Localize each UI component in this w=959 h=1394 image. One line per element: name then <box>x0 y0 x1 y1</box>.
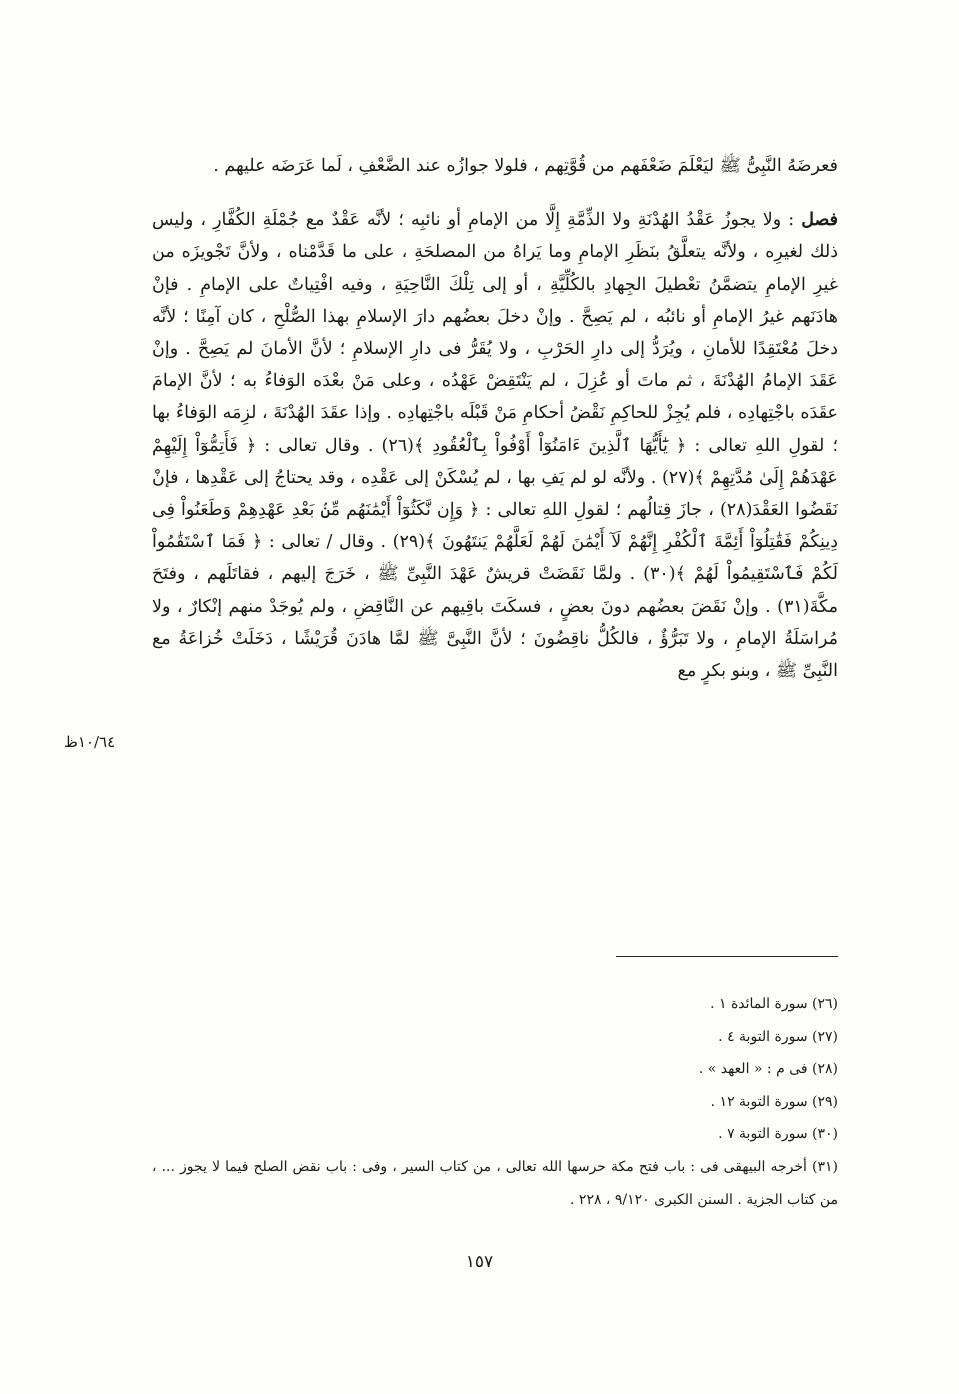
footnote-29: (٢٩) سورة التوبة ١٢ . <box>710 1093 838 1110</box>
footnote-31: (٣١) أخرجه البيهقى فى : باب فتح مكة حرسها الله تعالى ، من كتاب السير ، وفى : باب نقض الصلح فيما لا يجوز ... ، من كتاب الجزية . السنن الكبرى ٩/١٢٠ ، ٢٢٨ . <box>152 1158 838 1208</box>
footnote-divider <box>616 956 838 957</box>
main-text <box>152 150 838 687</box>
page-number: ١٥٧ <box>465 1252 494 1272</box>
manuscript-folio-note: ١٠/٦٤ظ <box>64 733 116 751</box>
footnote-27: (٢٧) سورة التوبة ٤ . <box>718 1028 838 1045</box>
footnote-26: (٢٦) سورة المائدة ١ . <box>710 996 838 1012</box>
footnote-30: (٣٠) سورة التوبة ٧ . <box>718 1126 838 1143</box>
footnotes <box>152 988 838 1216</box>
section-heading: فصل <box>801 210 838 231</box>
section-paragraph <box>152 204 838 687</box>
section-text: : ولا يجوزُ عَقْدُ الهُدْنَةِ ولا الذِّمَّةِ إِلَّا من الإمامِ أو نائبِه ؛ لأنَّه عَقْدٌ مع جُمْلَةِ الكُفَّارِ ، وليس ذلك لغيرِه ، ولأنَّه يتعلَّقُ بنَظَرِ الإمامِ وما يَراهُ من المصلحَةِ ، على ما قَدَّمْناه ، ولأنَّ تَجْويزَه من غيرِ الإمامِ يتضمَّنُ تعْطيلَ الجِهادِ بالكُلِّيَّةِ ، أو إلى تِلْكَ النَّاحِيَةِ ، وفيه افْتِياتٌ على الإمامِ . فإنْ هادَنَهم غيرُ الإمامِ أو نائبُه ، لم يَصِحَّ . وإنْ دخلَ بعضُهم دارَ الإسلامِ بهذا الصُّلْحِ ، كان آمِنًا ؛ لأنَّه دخلَ مُعْتَقِدًا للأمانِ ، ويُرَدُّ إلى دارِ الحَرْبِ ، ولا يُقَرُّ فى دارِ الإسلامِ ؛ لأنَّ الأمانَ لم يَصِحَّ . وإنْ عَقَدَ الإمامُ الهُدْنَةَ ، ثم ماتَ أو عُزِلَ ، لم يَنْتَقِضْ عَهْدُه ، وعلى مَنْ بعْدَه الوَفاءُ به ؛ لأنَّ الإمامَ عقَدَه باجْتِهادِه ، فلم يُجِزْ للحاكِمِ نَقْضُ أحكامِ مَنْ قَبْلَه باجْتِهادِه . وإذا عقَدَ الهُدْنَةَ ، لزِمَه الوَفاءُ بها ؛ لقولِ اللهِ تعالى : ﴿ يَٰٓأَيُّهَا ٱلَّذِينَ ءَامَنُوٓاْ أَوْفُواْ بِٱلْعُقُودِ ﴾(٢٦) . وقال تعالى : ﴿ فَأَتِمُّوٓاْ إِلَيْهِمْ عَهْدَهُمْ إِلَىٰ مُدَّتِهِمْ ﴾(٢٧) . ولأنَّه لو لم يَفِ بها ، لم يُسْكَنْ إلى عَقْدِه ، وقد يحتاجُ إلى عَقْدِها ، فإنْ نَقَضُوا العَقْدَ(٢٨) ، جازَ قِتالُهم ؛ لقولِ اللهِ تعالى : ﴿ وَإِن نَّكَثُوٓاْ أَيْمَٰنَهُم مِّنۢ بَعْدِ عَهْدِهِمْ وَطَعَنُواْ فِى دِينِكُمْ فَقَٰتِلُوٓاْ أَئِمَّةَ ٱلْكُفْرِ إِنَّهُمْ لَآ أَيْمَٰنَ لَهُمْ لَعَلَّهُمْ يَنتَهُونَ ﴾(٢٩) . وقال / تعالى : ﴿ فَمَا ٱسْتَقَٰمُواْ لَكُمْ فَٱسْتَقِيمُواْ لَهُمْ ﴾(٣٠) . ولمَّا نَقَضَتْ قريشٌ عَهْدَ النَّبِىِّ ﷺ ، خَرَجَ إليهم ، فقاتَلَهم ، وفتَحَ مكَّةَ(٣١) . وإنْ نَقَضَ بعضُهم دونَ بعضٍ ، فسكَتَ باقِيهم عن النَّاقِضِ ، ولم يُوجَدْ منهم إنْكارٌ ، ولا مُراسَلَةُ الإمامِ ، ولا تَبَرُّؤٌ ، فالكُلُّ ناقِضُونَ ؛ لأنَّ النَّبِىَّ ﷺ لمَّا هادَنَ قُرَيْشًا ، دَخَلَتْ خُزاعَةُ مع النَّبِىِّ ﷺ ، وبنو بكرٍ مع <box>152 210 839 682</box>
intro-paragraph: فعرضَهُ النَّبِىُّ ﷺ ليَعْلَمَ ضَعْفَهم من قُوَّتِهم ، فلولا جوازُه عند الضَّعْفِ ، لَما عَرَضَه عليهم . <box>213 156 838 176</box>
footnote-28: (٢٨) فى م : « العهد » . <box>698 1061 838 1078</box>
paragraph-gap <box>152 182 838 204</box>
